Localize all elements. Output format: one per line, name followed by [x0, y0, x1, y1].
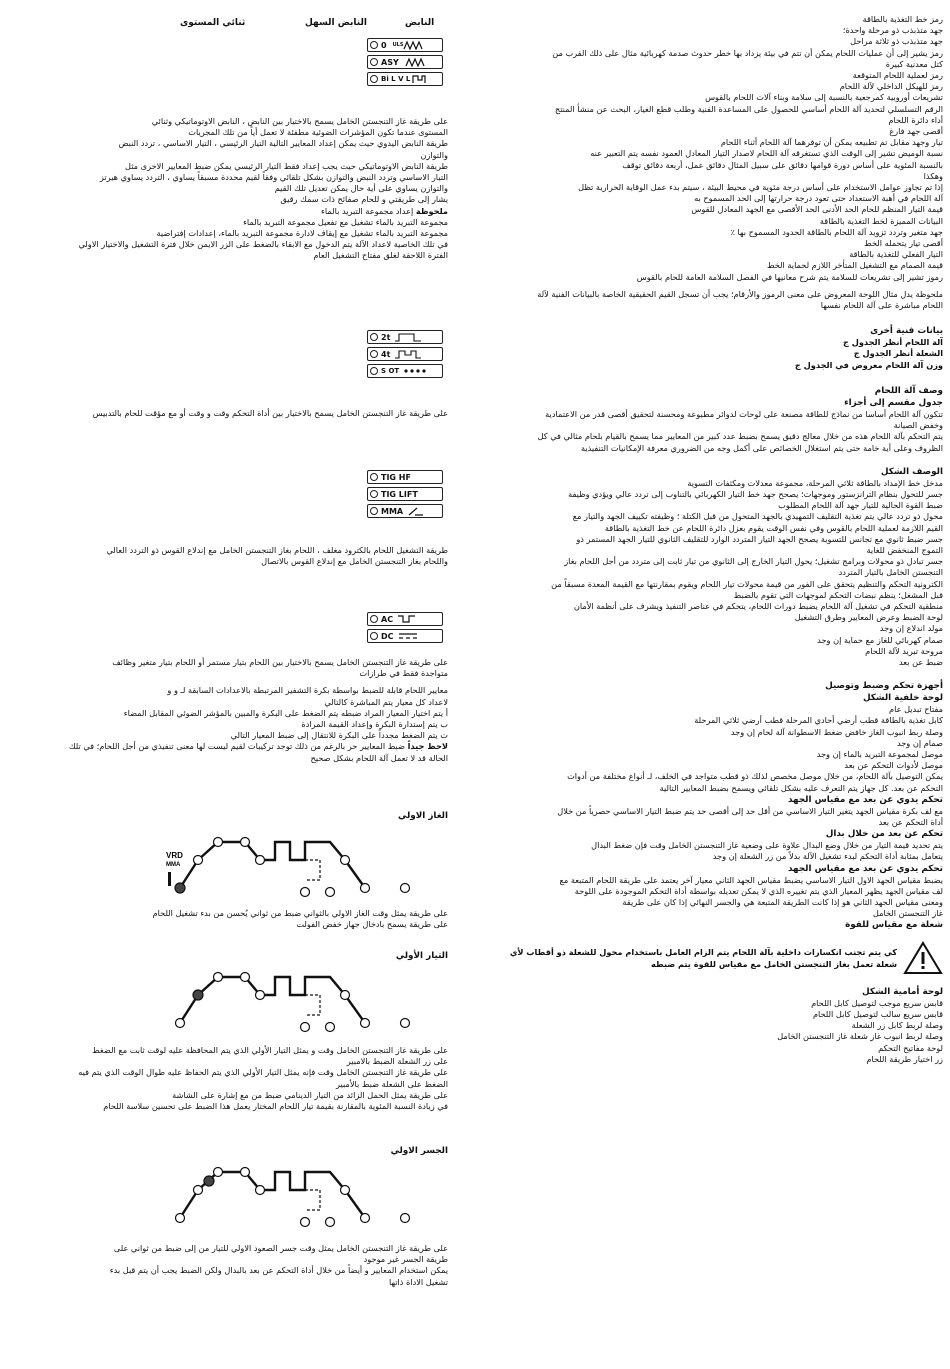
graph2-dot	[241, 973, 250, 982]
graph1-dot	[326, 888, 335, 897]
acdc-button-group	[367, 612, 443, 646]
text-line: منطقية التحكم في تشغيل آلة اللحام يضبط دورات اللحام، يتحكم في عناصر التنفيذ ويشرف على أنظمة الأمان	[573, 600, 943, 611]
text-line: تشريعات أوروبية كمرجعية بالنسبة إلى سلامة وبناء آلات اللحام بالقوس	[705, 92, 943, 103]
text-line: بالنسبة المئوية على أساس دورة قوامها دقائق على سبيل المثال دقائق عمل، أربعة دقائق توقف	[622, 159, 943, 170]
pulse-wave-icon	[403, 40, 423, 50]
text-line: موصل لأدوات التحكم عن بعد	[844, 760, 943, 771]
graph3-dot	[256, 1186, 265, 1195]
text-line: على زر الشعلة الضبط بالامبير	[346, 1056, 448, 1067]
text-line: جهد متغير وتردد تزويد آلة اللحام بالطاقة الحدود المسموح بها ٪	[730, 226, 943, 237]
graph2-title: التيار الأولي	[395, 951, 448, 961]
trigger-2t-button[interactable]: 2t	[367, 330, 443, 344]
text-line: ب يتم إستدارة البكرة وإعداد القيمة المرادة	[301, 719, 448, 730]
graph3-dot	[214, 1168, 223, 1177]
text-line: آلة اللحام في أهبة الاستعداد حتى تعود درجة حرارتها إلى الحد المسموح به	[694, 193, 943, 204]
header-easy-pulse: النابض السهل	[305, 18, 367, 28]
dots-icon	[403, 368, 427, 374]
graph3-dot	[326, 1218, 335, 1227]
shape-lines	[478, 478, 943, 668]
header-pulse: النابض	[405, 18, 435, 28]
warning-box	[478, 947, 943, 969]
text-line: كي يتم تجنب انكسارات داخلية بآلة اللحام يتم الزام العامل باستخدام محول للشعلة ذو أقطاب لأي	[509, 947, 897, 958]
text-line: على طريقة يسمح بادخال جهاز خفض الفولت	[296, 919, 448, 930]
text-line: موصل لمجموعة التبريد بالماء إن وجد	[816, 748, 943, 759]
trigger-text: على طريقة غاز التنجستن الخامل يسمح بالاختيار بين أداة التحكم وقت و وقت أو مع مؤقت للحام بالتدبيس	[92, 408, 448, 418]
text-line: إذا تم تجاوز عوامل الاستخدام على أساس درجة مئوية في محيط البيئة ، سيتم بدء عمل الوقاية الحرارية تظل	[578, 182, 943, 193]
text-line: البيانات المميزة لخط التغذية بالطاقة	[819, 215, 943, 226]
front-panel-title: لوحة أمامية الشكل	[862, 986, 943, 997]
dc-icon	[398, 632, 418, 640]
text-line: مولد اندلاع إن وجد	[879, 623, 943, 634]
led-icon	[370, 632, 378, 640]
text-line: طريقة التشغيل اللحام بالكترود مغلف ، اللحام بغاز التنجستن الخامل مع إندلاع القوس ذو التردد العالي	[106, 545, 448, 555]
text-line: قبل المشغل؛ ينظم نبضات التحكم لموجهات التي تقوم بالضبط	[733, 589, 943, 600]
graph2-dot	[214, 973, 223, 982]
text-line: رمز للهيكل الداخلي لآلة اللحام	[839, 81, 943, 92]
shape-title: الوصف الشكل	[880, 466, 943, 477]
text-line: وخفض الصيانة	[893, 420, 943, 431]
text-line: وهكذا	[923, 170, 943, 181]
led-icon	[370, 615, 378, 623]
text-line: ضبط عن بعد	[898, 656, 943, 667]
note-label: ملحوظة	[415, 205, 448, 216]
pulse-button[interactable]: 0 ULS	[367, 38, 443, 52]
led-icon	[370, 350, 378, 358]
text-line: قيمة التيار المنظم للحام الحد الأدنى الحد الأقصى مع الجهد المعادل للقوس	[691, 204, 943, 215]
text-line: أداة التحكم عن بعد	[878, 816, 943, 827]
mma-label: MMA	[166, 862, 181, 868]
text-line: آلة اللحام أنظر الجدول ج	[842, 337, 943, 348]
controls-title: أجهزة تحكم وضبط وتوصيل	[825, 681, 943, 692]
graph3-active-dot	[204, 1176, 214, 1186]
desc-subtitle: جدول مقسم إلى أجزاء	[844, 397, 943, 408]
symbols-list	[478, 14, 943, 283]
text-line: معايير اللحام قابلة للضبط بواسطة بكرة التشفير المرتبطة بالاعدادات السابقة لـ و و	[167, 685, 448, 696]
text-line: يمكن التوصيل بآلة اللحام، من خلال موصل مخصص لذلك ذو قطب متواجد في الخلف، لـ أنواع مختلفة من أدوات	[567, 771, 943, 782]
bilevel-button[interactable]: Bi L V L	[367, 72, 443, 86]
graph1-dot	[301, 888, 310, 897]
text-line: اللحام مباشرة على آلة اللحام نفسها	[820, 300, 943, 311]
mma-button[interactable]: MMA	[367, 504, 443, 518]
spot-timer-button[interactable]: S OT	[367, 364, 443, 378]
text-line: لوحة الضبط وعرض المعايير وطرق التشغيل	[794, 612, 943, 623]
text-line: التنجستن الخامل بالتيار المتردد	[838, 567, 943, 578]
text-line: رمز لعملية اللحام المتوقعة	[852, 70, 943, 81]
torch-line: شعلة مع مقياس للقوة	[845, 920, 943, 931]
graph2-section	[8, 950, 448, 962]
note-first-line: إعداد مجموعة التبريد بالماء	[321, 205, 414, 216]
graph3-dot	[361, 1214, 370, 1223]
text-line: شعلة تعمل بغاز التنجستن الخامل مع مقياس للقوة يتم ضبطه	[651, 958, 897, 969]
text-line: تتكون آلة اللحام أساسا من نماذج للطاقة مصنعة على لوحات لدوائر مطبوعة ومحسنة لتحقيق أقصى قدر من الاعتمادية	[545, 408, 943, 419]
led-icon	[370, 333, 378, 341]
graph2-dot	[326, 1023, 335, 1032]
text-line: التحكم عن بعد. كل جهاز يتم التعرف عليه بشكل تلقائي ويسمح بضبط المعايير التالية	[659, 782, 943, 793]
text-line: المستوى عندما تكون المؤشرات الضوئية مطفئة لا تعمل أياً من تلك المجريات	[188, 127, 448, 138]
text-line: متواجدة فقط في طرازات	[359, 668, 448, 679]
text-line: أقصى جهد فارغ	[889, 126, 943, 137]
text-line: تشغيل الاداة ذاتها	[388, 1276, 448, 1287]
graph1-title: الغاز الاولي	[398, 811, 448, 821]
vrd-marker	[168, 872, 171, 886]
remote-pedal-title: تحكم عن بعد من خلال بدال	[825, 829, 943, 840]
text-line: يتم تحديد قيمة التيار من خلال وضع البدال علاوة على وضعية غاز التنجستن الخامل وقت فإن ضغط البدال	[591, 840, 943, 851]
graph1-dot	[194, 856, 203, 865]
led-icon	[370, 367, 378, 375]
rear-panel-title: لوحة خلفية الشكل	[862, 693, 943, 704]
electrode-icon	[407, 506, 425, 516]
text-line: على طريقة غاز التنجستن الخامل يسمح بالاختيار بين النابض ، النابض الاوتوماتيكي وثنائي	[151, 116, 448, 126]
graph1-dot	[341, 856, 350, 865]
text-line: أقصى تيار يتحمله الخط	[864, 238, 943, 249]
right-column	[478, 0, 943, 1065]
graph2-text-block	[8, 1045, 448, 1112]
text-line: زر اختيار طريقة اللحام	[866, 1053, 943, 1064]
text-line: مفتاح تبديل عام	[889, 704, 943, 715]
text-line: قابس سريع سالب لتوصيل كابل اللحام	[812, 1009, 943, 1020]
ac-wave-icon	[397, 614, 417, 624]
graph1-dot	[214, 838, 223, 847]
text-line: قيمة الصمام مع التشغيل المتأخر اللازم لحماية الخط	[766, 260, 943, 271]
text-line: جسر ضبط ثانوي مع تجانس للتسوية يصحح الجهد التيار المتردد الوارد للتقليف الثانوي للتيار الجهد المستمر ذو	[576, 533, 943, 544]
mode-button-group	[367, 470, 443, 521]
text-line: وصلة لربط انبوب غاز شعلة غاز التنجستن الخامل	[777, 1031, 943, 1042]
graph2-dot	[301, 1023, 310, 1032]
graph3-diagram	[160, 1160, 440, 1240]
text-line: يشار إلى طريقتي و للحام صفائح ذات سمك رقيق	[280, 194, 448, 205]
text-line: القيم اللازمة لعملية اللحام بالقوس وفي نفس الوقت يقوم بعزل دائرة اللحام عن خط التغذية بالطاقة	[604, 522, 943, 533]
text-line: قابس سريع موجب لتوصيل كابل اللحام	[811, 997, 943, 1008]
text-line: التموج المنخفض للغاية	[866, 544, 943, 555]
graph3-dot	[241, 1168, 250, 1177]
desc-title: وصف آلة اللحام	[874, 385, 943, 396]
graph3-section	[8, 1145, 448, 1157]
remote-pedal-lines	[478, 840, 943, 862]
text-line: أداء دائرة اللحام	[888, 114, 943, 125]
graph3-text	[8, 1243, 448, 1288]
text-line: رمز يشير إلى أن عمليات اللحام يمكن أن تتم في بيئة يزداد بها خطر حدوث صدمة كهربائية مثال على ذلك القرب من	[552, 47, 943, 58]
acdc-text	[8, 657, 448, 679]
text-line: التيار الفعلي للتغذية بالطاقة	[849, 249, 943, 260]
graph3-text-block	[8, 1243, 448, 1288]
text-line: محول ذو تردد عالي يتم تغذية التقليف التمهيدي بالجهد المتحول من قبل الكتلة ؛ وظيفته تكييف الجهد والتيار مع	[572, 511, 943, 522]
attention-second-line: الحالة قد لا تعمل آلة اللحام بشكل صحيح	[310, 752, 448, 763]
text-line: مع لف بكرة مقياس الجهد يتغير التيار الاساسي من أقل حد إلى أقصى حد يتم ضبط التيار الاساسي حصرياً من خلال	[557, 805, 943, 816]
acdc-section	[8, 657, 448, 764]
pulse-button-group	[367, 38, 443, 89]
text-line: جسر تبادل ذو محولات وبرامج تشغيل؛ يحول التيار الخارج إلى الثانوي من تيار ثابت إلى متردد من أجل اللحام بغاز	[564, 556, 943, 567]
text-line: على طريقة غاز التنجستن الخامل يسمح بالاختيار بين اللحام بتيار مستمر أو اللحام بتيار متغير وظائف	[112, 657, 448, 667]
graph3-dot	[194, 1186, 203, 1195]
text-line: صمام كهربائي للغاز مع حماية إن وجد	[817, 634, 943, 645]
text-line: الكترونية التحكم والتنظيم يتحقق على الفور من قيمة محولات تيار اللحام ويقوم بمقارنتها مع القيمة المعدة مسبقاً من	[551, 578, 943, 589]
graph1-dashed	[290, 860, 320, 880]
note-text	[8, 217, 448, 262]
led-icon	[370, 58, 378, 66]
graph1-section	[8, 810, 448, 822]
text-line: الظروف وعلى أية خامة حتى يتم استغلال الخصائص على أكمل وجه من الضروري معرفة الإمكانيات التنفيذية	[580, 442, 943, 453]
graph2-dot	[176, 1019, 185, 1028]
tech-lines	[478, 337, 943, 371]
text-line: جسر للتحول بنظام الترانزستور وموجهات؛ يصحح جهد خط التيار الكهربائي بالتناوب إلى تردد عالي ويؤدي وظيفة	[568, 488, 943, 499]
led-icon	[370, 75, 378, 83]
led-icon	[370, 507, 378, 515]
rear-panel-lines	[478, 704, 943, 794]
text-line: ت يتم الضغط مجدداً على البكرة للانتقال إلى ضبط المعيار التالي	[230, 730, 448, 741]
front-panel-lines	[478, 998, 943, 1065]
text-line: جهد متذبذب ذو مرحلة واحدة؛	[842, 25, 943, 36]
led-icon	[370, 490, 378, 498]
text-line: على طريقة غاز التنجستن الخامل وقت فإنه يمثل التيار الأولي الذي يتم الحفاظ عليه طوال الوقت الذي يتم فيه	[78, 1067, 448, 1078]
graph1-dot	[241, 838, 250, 847]
graph2-dot	[256, 991, 265, 1000]
text-line: غاز التنجستن الخامل	[872, 908, 943, 919]
ac-button[interactable]: AC	[367, 612, 443, 626]
attention-label: لاحظ جيداً	[407, 741, 448, 752]
graph1-dot	[401, 884, 410, 893]
led-icon	[370, 41, 378, 49]
warning-lines	[478, 947, 943, 969]
text-line: كابل تغذية بالطاقة قطب أرضي أحادي المرحلة قطب أرضي ثلاثي المرحلة	[694, 715, 943, 726]
text-line: رمز خط التغذية بالطاقة	[862, 14, 943, 24]
trigger-4t-button[interactable]: 4t	[367, 347, 443, 361]
text-line: رموز تشير إلى تشريعات للسلامة يتم شرح معانيها في الفصل السلامة العامة للحام بالقوس	[636, 271, 943, 282]
trigger-button-group	[367, 330, 443, 381]
mode-section	[8, 545, 448, 567]
graph1-text	[8, 908, 448, 930]
text-line: مجموعة التبريد بالماء تشغيل مع إيقاف لادارة مجموعة التبريد بالماء، إعدادات إفتراضية	[156, 228, 448, 239]
text-line: الشعلة أنظر الجدول ج	[853, 348, 943, 359]
graph2-diagram	[160, 965, 440, 1045]
tig-hf-button[interactable]: TIG HF	[367, 470, 443, 484]
remote-dual-lines	[478, 875, 943, 920]
desc-lines	[478, 409, 943, 454]
graph3-dot	[401, 1214, 410, 1223]
tech-title: بيانات فنية أخرى	[870, 326, 943, 337]
text-line: يمكن استخدام المعايير و أيضاً من خلال أداة التحكم عن بعد بالبدال ولكن الضبط يجب أن يتم قبل بدء	[109, 1265, 448, 1276]
vrd-label: VRD	[166, 851, 183, 860]
params-text	[8, 685, 448, 741]
graph2-text	[8, 1045, 448, 1112]
graph2-dashed	[290, 995, 320, 1015]
text-line: مدخل خط الإمداد بالطاقة ثلاثي المرحلة، مجموعة معدلات ومكثفات التسوية	[687, 477, 943, 488]
text-line: طريقة النابض الاوتوماتيكي حيث يجب إعداد فقط التيار الرئيسي يمكن ضبط المعايير الاخرى مثل	[125, 160, 448, 171]
text-line: لاعداد كل معيار يتم المباشرة كالتالي	[324, 696, 448, 707]
bilevel-wave-icon	[412, 74, 426, 84]
text-line: لف مقياس الجهد يظهر المعيار الذي يتم تغييره الذي لا يمكن تعديله بواسطة أداة التحكم الموجودة على اللوحة	[574, 885, 943, 896]
graph2-curve	[180, 977, 365, 1023]
remote-manual-lines	[478, 806, 943, 828]
text-line: في زيادة النسبة المئوية بالمقارنة بقيمة تيار اللحام المختار يعمل هذا الضبط على تحسين سلاسة اللحام	[103, 1101, 448, 1112]
text-line: كتل معدنية كبيرة	[885, 58, 943, 69]
text-line: والتوازن يساوي على أية حال يمكن تعديل تلك القيم	[274, 183, 448, 194]
graph1-curve	[180, 842, 365, 888]
trigger-2t-icon	[394, 332, 422, 342]
graph3-dot	[176, 1214, 185, 1223]
graph1-dot	[256, 856, 265, 865]
warning-triangle-icon	[903, 941, 943, 975]
text-line: التيار الاساسي وتردد النبض والتوازن بشكل تلقائي وفقاً لقيم محددة مسبقاً يساوي ، التردد يساوي هيرتز	[99, 172, 448, 183]
text-line: واللحام بغاز التنجستن الخامل مع إندلاع القوس بالاتصال	[261, 556, 448, 567]
text-line: الرقم التسلسلي لتحديد آلة اللحام أساسي للحصول على المساعدة الفنية وطلب قطع الغيار، البحث عن منشأ المنتج	[554, 103, 943, 114]
pulse-section	[8, 116, 448, 262]
text-line: على طريقة يمثل الحمل الزائد من التيار الدينامي ضبط من مع إشارة على الشاشة	[172, 1089, 448, 1100]
text-line: مجموعة التبريد بالماء تشغيل مع تفعيل مجموعة التبريد بالماء	[243, 216, 448, 227]
text-line: جهد متذبذب ذو ثلاثة مراحل	[850, 36, 943, 47]
easy-pulse-button[interactable]: ASY	[367, 55, 443, 69]
text-line: على طريقة يمثل وقت الغاز الاولي بالثواني ضبط من ثواني يُحسن من بدء تشغيل اللحام	[152, 908, 448, 918]
trigger-section	[8, 408, 448, 419]
remote-dual-title: تحكم يدوي عن بعد مع مقياس الجهد	[787, 863, 943, 874]
text-line: طريقة الجسر غير موجود	[363, 1254, 448, 1265]
text-line: وزن آلة اللحام معروض في الجدول ج	[794, 359, 943, 370]
pulse-wave-icon	[405, 57, 425, 67]
text-line: لوحة مفاتيح التحكم	[878, 1042, 943, 1053]
graph3-dashed	[290, 1190, 320, 1210]
graph1-active-dot	[175, 883, 185, 893]
mode-text	[8, 545, 448, 567]
trigger-4t-icon	[394, 349, 422, 359]
tig-lift-button[interactable]: TIG LIFT	[367, 487, 443, 501]
text-line: نسبة الوميض تشير إلى الوقت الذي تستغرقه آلة اللحام لاصدار التيار المعادل العمود نفسه يتم التعبير عنه	[590, 148, 943, 159]
graph3-dot	[341, 1186, 350, 1195]
text-line: صمام إن وجد	[896, 737, 943, 748]
text-line: تيار وجهد مقابل تم تطبيعه يمكن أن توفرهما آلة اللحام أثناء اللحام	[720, 137, 943, 148]
remote-manual-title: تحكم يدوي عن بعد مع مقياس الجهد	[787, 794, 943, 805]
text-line: على طريقة غاز التنجستن الخامل يمثل وقت جسر الصعود الاولي للتيار من إلى ضبط من ثواني على	[113, 1243, 448, 1253]
text-line: في تلك الخاصية لاعداد الآلة يتم الدخول مع الابقاء بالضغط على الزر الايمن خلال فترة التشغيل والاختيار الاولي	[78, 239, 448, 250]
attention-first-line: ضبط المعايير حر بالرغم من ذلك توجد تركيبات لقيم ليست لها معنى تنفيذي من أجل اللحام؛ في تلك	[68, 741, 408, 752]
header-bilevel: ثنائي المستوى	[180, 18, 246, 28]
text-line: يضبط مقياس الجهد الاول التيار الاساسي يضبط مقياس الجهد الثاني معيار آخر يعتمد على طريقة اللحام المتبعة مع	[559, 874, 943, 885]
graph1-dot	[361, 884, 370, 893]
pulse-text	[8, 116, 448, 206]
text-line: وصلة لربط كابل زر الشعلة	[851, 1020, 943, 1031]
text-line: الفترة اللاحقة لغلق مفتاح التشغيل العام	[313, 250, 448, 261]
graph3-title: الجسر الاولي	[390, 1146, 448, 1156]
graph1-diagram	[160, 830, 440, 910]
text-line: ومعنى مقياس الجهد الثاني هو إذا كانت الطريقة المتبعة هي والجسر النهائي إذا كان على طريقة	[622, 897, 943, 907]
text-line: على طريقة غاز التنجستن الخامل وقت و يمثل التيار الأولي الذي يتم المحافظة عليه لوقت ثابت مع الضغط	[92, 1045, 448, 1055]
text-line: والتوازن	[420, 149, 448, 160]
graph2-dot	[341, 991, 350, 1000]
graph2-dot	[361, 1019, 370, 1028]
graph2-dot	[401, 1019, 410, 1028]
text-line: طريقة النابض اليدوي حيث يمكن إعداد المعايير التالية التيار الرئيسي ، التيار الاساسي ، تردد النبض	[118, 138, 448, 149]
text-line: مروحة تبريد لآلة اللحام	[865, 645, 943, 656]
text-line: يتعامل بمثابة أداة التحكم لبدء تشغيل الآلة بدلاً من زر الشعلة إن وجد	[712, 851, 943, 862]
plate-note	[478, 289, 943, 311]
text-line: وصلة ربط انبوب الغاز خافض ضغط الاسطوانة آلة لحام إن وجد	[730, 726, 943, 737]
text-line: أ يتم اختيار المعيار المراد ضبطه يتم الضغط على البكرة والمبين بالمؤشر الضوئي المقابل المضاء	[123, 707, 448, 718]
text-line: ملحوظة يدل مثال اللوحة المعروض على معنى الرموز والأرقام؛ يجب أن تسجل القيم الحقيقية الخاصة بالبيانات الفنية لآلة	[537, 288, 943, 299]
led-icon	[370, 473, 378, 481]
text-line: يتم التحكم بآلة اللحام هذه من خلال معالج دقيق يسمح بضبط عدد كبير من المعايير مما يسمح بالقيام بلحام مثالي في كل	[537, 431, 943, 442]
dc-button[interactable]: DC	[367, 629, 443, 643]
text-line: ضبط القوة الحالية للتيار جهد آلة اللحام المطلوب	[778, 500, 943, 511]
graph3-dot	[301, 1218, 310, 1227]
graph2-active-dot	[193, 990, 203, 1000]
text-line: الضغط على الشعلة ضبط بالأمبير	[335, 1078, 448, 1089]
graph1-text-block	[8, 908, 448, 930]
